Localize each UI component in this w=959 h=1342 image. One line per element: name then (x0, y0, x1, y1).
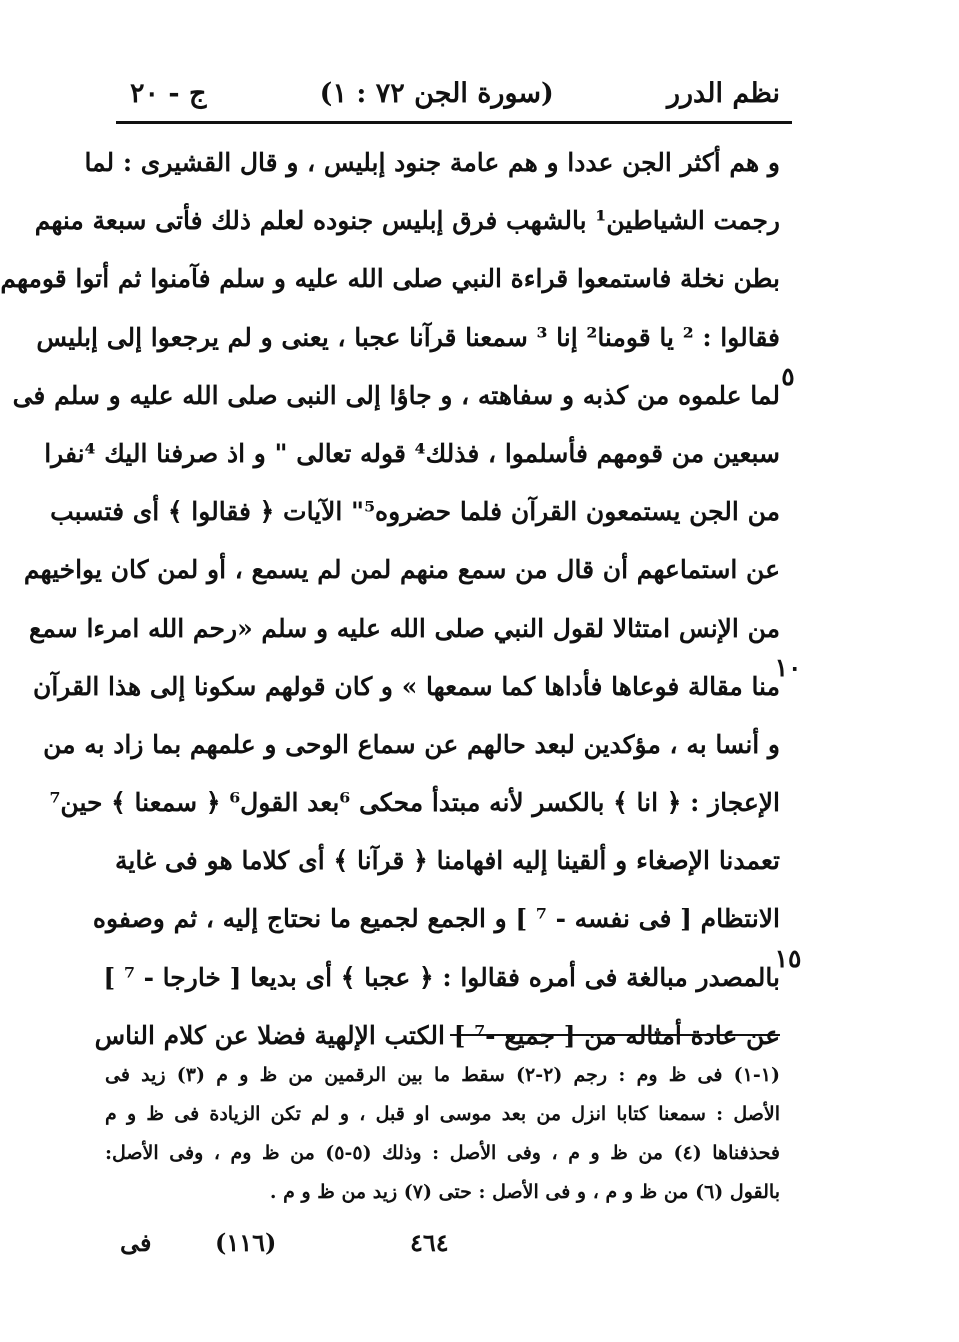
footnote-line: (١-١) فى ظ وم : رجم (٢-٢) سقط ما بين الرقمين من ظ و م (٣) زيد فى (105, 1064, 780, 1086)
page-footer (120, 1228, 720, 1268)
text-line: و هم أكثر الجن عددا و هم عامة جنود إبليس ، و قال القشيرى : لما (84, 148, 780, 177)
text-line: بطن نخلة فاستمعوا قراءة النبي صلى الله عليه و سلم فآمنوا ثم أتوا قومهم (0, 264, 780, 294)
volume-label: ج - ٢٠ (130, 77, 207, 109)
page-number: ٤٦٤ (410, 1228, 449, 1257)
text-line: لما علموه من كذبه و سفاهته ، و جاؤا إلى النبى صلى الله عليه و سلم فى (12, 380, 780, 410)
page-header (130, 68, 780, 118)
footnote-line: بالقول (٦) من ظ و م ، و فى الأصل : حتى (٧) زيد من ظ و م . (269, 1181, 780, 1203)
text-line: من الإنس امتثالا لقول النبي صلى الله عليه و سلم «رحم الله امرءا سمع (29, 613, 780, 643)
print-page-number: (١١٦) (215, 1228, 277, 1257)
text-line: من الجن يستمعون القرآن فلما حضروه⁵" الآيات ﴿ فقالوا ﴾ أى فتسبب (50, 497, 780, 527)
catchword: فى (120, 1228, 152, 1257)
footnote-separator (450, 1034, 780, 1036)
text-line: و أنسا به ، مؤكدين لبعد حالهم عن سماع الوحى و علمهم بما زاد به من (43, 729, 780, 759)
footnote-line: الأصل : سمعنا كتابا انزل من بعد موسى او قبل ، و لم تكن الزيادة فى ظ و م (105, 1103, 780, 1125)
text-line: عن عادة أمثاله من [ جميع -⁷ ] الكتب الإلهية فضلا عن كلام الناس (94, 1020, 780, 1050)
text-line: منا مقالة فوعاها فأداها كما سمعها » و كان قولهم سكونا إلى هذا القرآن (32, 671, 780, 701)
text-line: رجمت الشياطين¹ بالشهب فرق إبليس جنوده لعلم ذلك فأتى سبعة منهم (34, 206, 780, 236)
text-line: الإعجاز : ﴿ انا ﴾ بالكسر لأنه مبتدأ محكى ⁶بعد القول⁶ ﴿ سمعنا ﴾ حين⁷ (49, 788, 780, 818)
text-line: سبعين من قومهم فأسلموا ، فذلك⁴ قوله تعالى " و اذ صرفنا اليك ⁴نفرا (44, 438, 780, 468)
text-line: تعمدنا الإصغاء و ألقينا إليه افهامنا ﴿ قرآنا ﴾ أى كلاما هو فى غاية (115, 846, 780, 876)
text-line: الانتظام [ فى نفسه - ⁷ ] و الجمع لجميع ما نحتاج إليه ، ثم وصفوه (92, 904, 780, 934)
line-number-15: ١٥ (774, 944, 802, 973)
line-number-5: ٥ (781, 362, 795, 391)
surah-reference: (سورة الجن ٧٢ : ١) (319, 77, 554, 109)
line-number-10: ١٠ (774, 653, 802, 682)
main-text (0, 134, 780, 1065)
text-line: بالمصدر مبالغة فى أمره فقالوا : ﴿ عجبا ﴾ أى بديعا [ خارجا - ⁷ ] (103, 962, 780, 992)
text-line: فقالوا : ² يا قومنا² إنا ³ سمعنا قرآنا عجبا ، يعنى و لم يرجعوا إلى إبليس (36, 322, 780, 352)
footnote-line: فحذفناها (٤) من ظ و م ، وفى الأصل : وذلك (٥-٥) من ظ وم ، وفى الأصل: (105, 1142, 781, 1164)
book-title: نظم الدرر (666, 77, 780, 109)
header-rule (116, 121, 792, 124)
footnotes (105, 1056, 780, 1212)
text-line: عن استماعهم أن قال من سمع منهم لمن لم يسمع ، أو لمن كان يواخيهم (23, 555, 780, 585)
